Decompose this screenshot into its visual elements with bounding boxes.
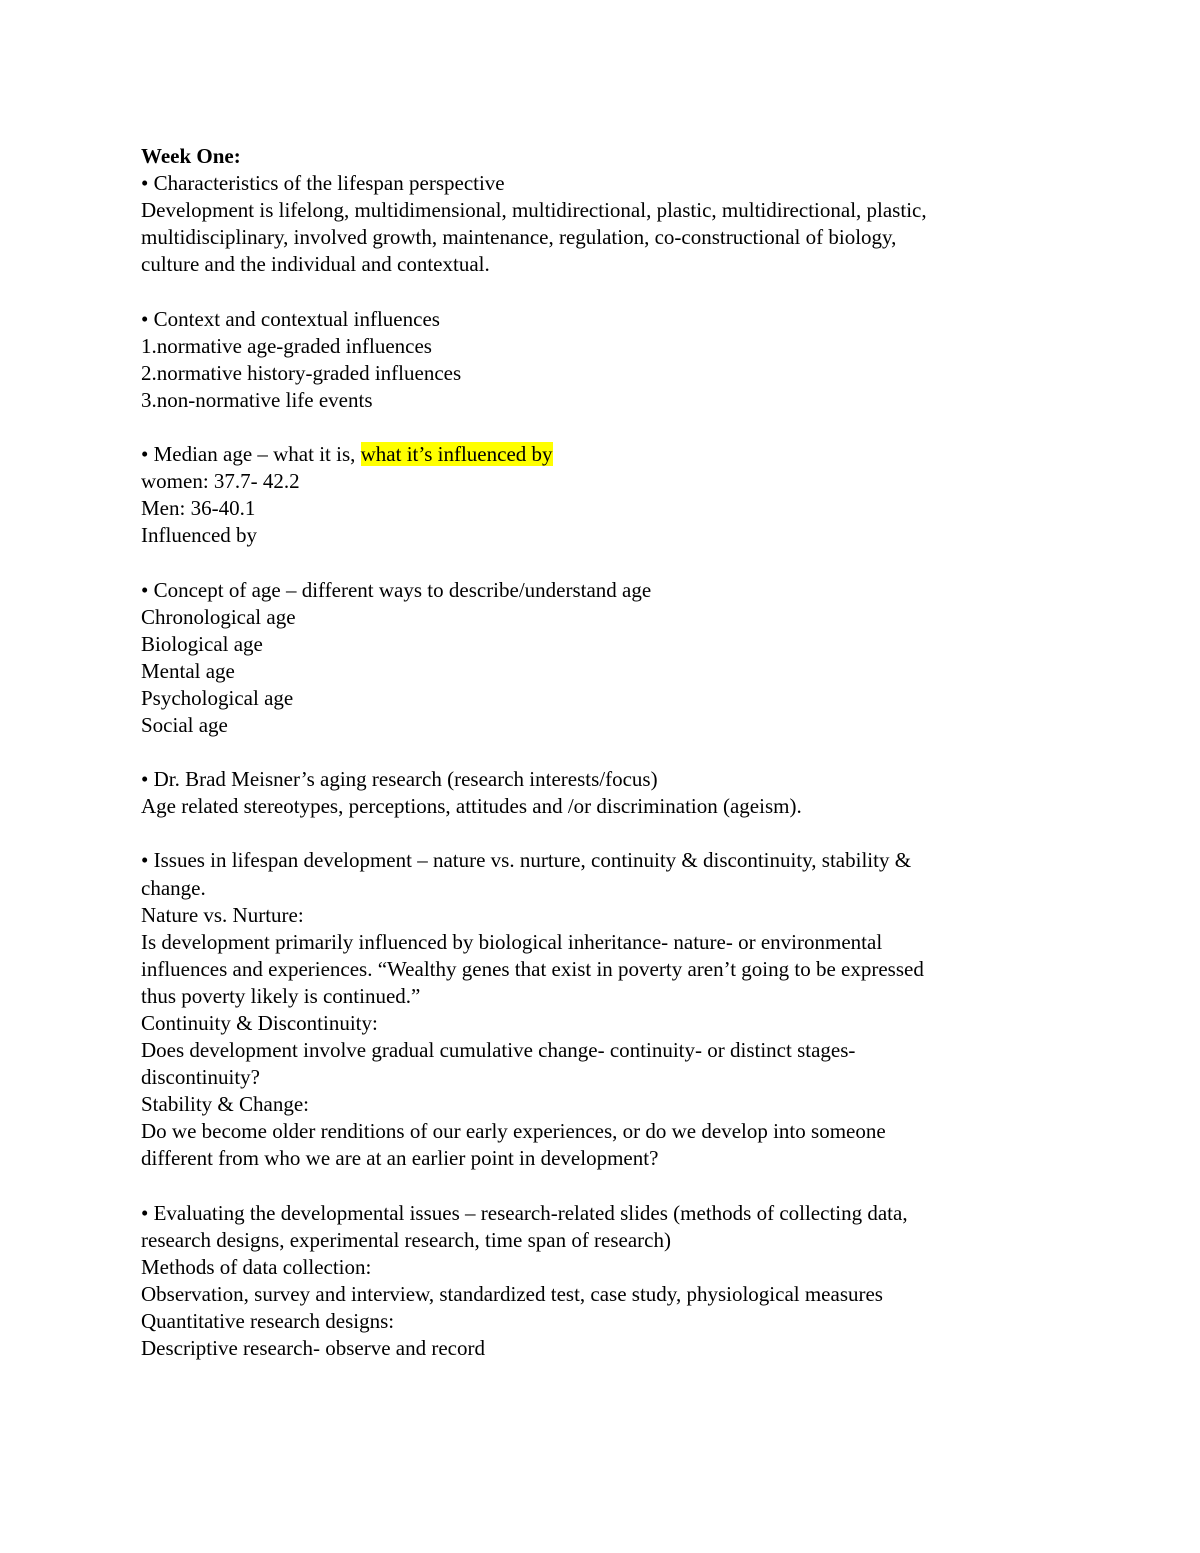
bullet-lifespan-characteristics: • Characteristics of the lifespan perspective [141, 171, 505, 196]
bullet-lifespan-issues: • Issues in lifespan development – nature vs. nurture, continuity & discontinuity, stability & [141, 848, 912, 873]
bullet-concept-of-age: • Concept of age – different ways to describe/understand age [141, 577, 652, 602]
text-line: Men: 36-40.1 [141, 496, 256, 521]
list-item: Biological age [141, 631, 263, 656]
subheading: Stability & Change: [141, 1092, 309, 1117]
paragraph-gap [141, 820, 1031, 847]
list-item: 3.non-normative life events [141, 387, 373, 412]
list-item: 1.normative age-graded influences [141, 333, 432, 358]
paragraph-gap [141, 739, 1031, 766]
list-item: 2.normative history-graded influences [141, 360, 462, 385]
subheading: Continuity & Discontinuity: [141, 1011, 378, 1035]
text-line: Do we become older renditions of our early experiences, or do we develop into someone [141, 1119, 886, 1144]
list-item: Mental age [141, 658, 235, 683]
highlighted-text: what it’s influenced by [360, 442, 553, 467]
subheading: Methods of data collection: [141, 1254, 372, 1279]
text-line: Does development involve gradual cumulative change- continuity- or distinct stages- [141, 1038, 856, 1063]
subheading: Quantitative research designs: [141, 1309, 395, 1334]
bullet-context-influences: • Context and contextual influences [141, 306, 440, 331]
bullet-meisner-research: • Dr. Brad Meisner’s aging research (research interests/focus) [141, 767, 658, 792]
list-item: Social age [141, 712, 228, 737]
text-line: Influenced by [141, 523, 258, 548]
text-line: Development is lifelong, multidimensional, multidirectional, plastic, multidirectional, plastic, [141, 198, 927, 223]
page-title: Week One: [141, 144, 241, 168]
paragraph-gap [141, 549, 1031, 576]
text-line: multidisciplinary, involved growth, maintenance, regulation, co-constructional of biology, [141, 225, 897, 250]
text-line: Observation, survey and interview, standardized test, case study, physiological measures [141, 1281, 883, 1306]
text-line: Is development primarily influenced by biological inheritance- nature- or environmental [141, 929, 883, 954]
bullet-evaluating-issues: • Evaluating the developmental issues – research-related slides (methods of collecting data, [141, 1200, 908, 1225]
paragraph-gap [141, 1173, 1031, 1200]
text-line: women: 37.7- 42.2 [141, 469, 300, 494]
text-line: different from who we are at an earlier point in development? [141, 1146, 659, 1171]
bullet-lifespan-issues-continued: change. [141, 875, 206, 900]
bullet-median-age [141, 441, 1031, 468]
text-line: Descriptive research- observe and record [141, 1336, 485, 1361]
text-line: thus poverty likely is continued.” [141, 983, 421, 1008]
paragraph-gap [141, 414, 1031, 441]
subheading: Nature vs. Nurture: [141, 902, 304, 927]
text-line: discontinuity? [141, 1065, 260, 1090]
list-item: Psychological age [141, 685, 294, 710]
document-body [141, 143, 1031, 1362]
paragraph-gap [141, 278, 1031, 305]
text-line: Age related stereotypes, perceptions, attitudes and /or discrimination (ageism). [141, 794, 802, 819]
list-item: Chronological age [141, 604, 296, 629]
text-line: culture and the individual and contextual. [141, 252, 490, 277]
text-line: influences and experiences. “Wealthy genes that exist in poverty aren’t going to be expressed [141, 956, 924, 981]
bullet-median-age-prefix: • Median age – what it is, [141, 442, 361, 467]
bullet-evaluating-issues-continued: research designs, experimental research, time span of research) [141, 1227, 671, 1252]
